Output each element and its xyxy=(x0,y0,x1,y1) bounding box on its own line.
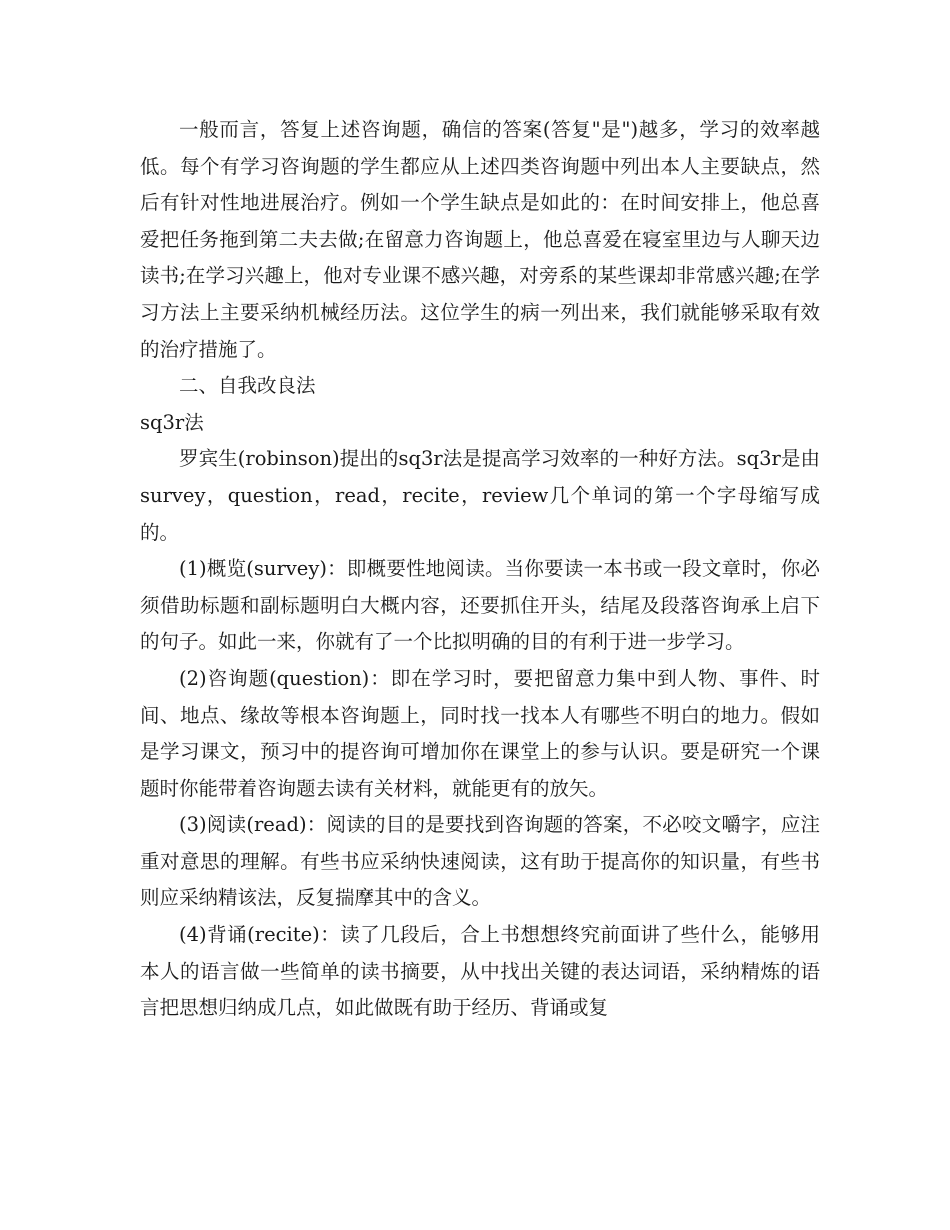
paragraph-read: (3)阅读(read)：阅读的目的是要找到咨询题的答案，不必咬文嚼字，应注重对意思的理解。有些书应采纳快速阅读，这有助于提高你的知识量，有些书则应采纳精该法，反复揣摩其中的含义。 xyxy=(140,813,820,910)
document-body xyxy=(140,112,820,1027)
paragraph-question: (2)咨询题(question)：即在学习时，要把留意力集中到人物、事件、时间、地点、缘故等根本咨询题上，同时找一找本人有哪些不明白的地力。假如是学习课文，预习中的提咨询可增加你在课堂上的参与认识。要是研究一个课题时你能带着咨询题去读有关材料，就能更有的放矢。 xyxy=(140,666,820,800)
section-heading-self-improvement: 二、自我改良法 xyxy=(179,374,316,398)
paragraph-sq3r-intro: 罗宾生(robinson)提出的sq3r法是提高学习效率的一种好方法。sq3r是由survey，question，read，recite，review几个单词的第一个字母缩写成的。 xyxy=(140,447,820,544)
paragraph-recite: (4)背诵(recite)：读了几段后，合上书想想终究前面讲了些什么，能够用本人的语言做一些简单的读书摘要，从中找出关键的表达词语，采纳精炼的语言把思想归纳成几点，如此做既有助于经历、背诵或复 xyxy=(140,923,820,1020)
paragraph-efficiency-assessment: 一般而言，答复上述咨询题，确信的答案(答复"是")越多，学习的效率越低。每个有学习咨询题的学生都应从上述四类咨询题中列出本人主要缺点，然后有针对性地进展治疗。例如一个学生缺点是如此的：在时间安排上，他总喜爱把任务拖到第二夫去做;在留意力咨询题上，他总喜爱在寝室里边与人聊天边读书;在学习兴趣上，他对专业课不感兴趣，对旁系的某些课却非常感兴趣;在学习方法上主要采纳机械经历法。这位学生的病一列出来，我们就能够采取有效的治疗措施了。 xyxy=(140,118,820,361)
paragraph-survey: (1)概览(survey)：即概要性地阅读。当你要读一本书或一段文章时，你必须借助标题和副标题明白大概内容，还要抓住开头，结尾及段落咨询承上启下的句子。如此一来，你就有了一个比拟明确的目的有利于进一步学习。 xyxy=(140,557,820,654)
subheading-sq3r: sq3r法 xyxy=(140,410,204,434)
